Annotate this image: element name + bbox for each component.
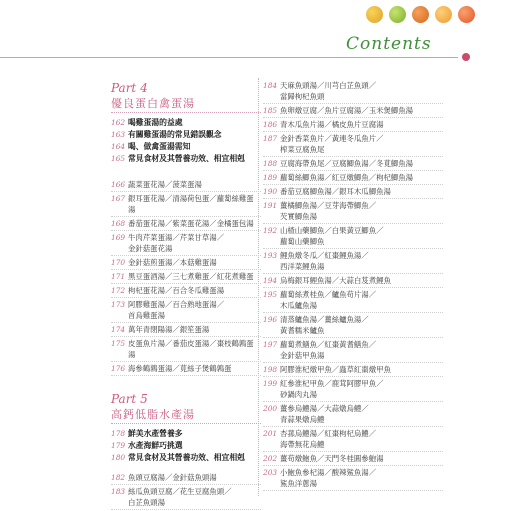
toc-section-entry[interactable] [111, 428, 261, 440]
page-number: 187 [263, 134, 278, 143]
entry-title: 常見食材及其營養功效、相宜相剋 [128, 453, 245, 462]
page-number: 175 [111, 339, 126, 348]
entry-title: 鮮美水產營養多 [128, 429, 183, 438]
page-number: 172 [111, 286, 126, 295]
toc-recipe-entry[interactable] [111, 486, 261, 510]
toc-section-entry[interactable] [111, 153, 261, 165]
toc-section-entry[interactable] [111, 452, 261, 464]
page-number: 165 [111, 154, 126, 163]
page-number: 173 [111, 300, 126, 309]
orange-fruit-icon [366, 6, 383, 23]
page-number: 168 [111, 219, 126, 228]
toc-recipe-entry[interactable] [263, 403, 443, 427]
page-number: 166 [111, 180, 126, 189]
page-number: 196 [263, 315, 278, 324]
entry-title: 阿膠雞蛋湯／百合熟地蛋湯／ 首烏雞蛋湯 [128, 300, 225, 320]
entry-title: 萬年青閉陽湯／銀笙蛋湯 [128, 325, 210, 334]
toc-recipe-entry[interactable] [263, 133, 443, 157]
page-header [0, 0, 520, 60]
right-recipe-list [263, 80, 443, 491]
page-number: 186 [263, 120, 278, 129]
page-number: 178 [111, 429, 126, 438]
entry-title: 枸杞蛋花湯／百合冬瓜雞蛋湯 [128, 286, 225, 295]
page-number: 203 [263, 468, 278, 477]
toc-recipe-entry[interactable] [263, 186, 443, 199]
toc-recipe-entry[interactable] [111, 232, 261, 256]
page-number: 202 [263, 454, 278, 463]
toc-recipe-entry[interactable] [263, 378, 443, 402]
toc-recipe-entry[interactable] [111, 179, 261, 192]
header-rule [0, 57, 458, 58]
part-5-title: 高鈣低脂水產湯 [111, 407, 261, 424]
page-number: 191 [263, 201, 278, 210]
toc-recipe-entry[interactable] [263, 275, 443, 288]
page-number: 167 [111, 194, 126, 203]
page-number: 169 [111, 233, 126, 242]
toc-section-entry[interactable] [111, 141, 261, 153]
toc-recipe-entry[interactable] [111, 285, 261, 298]
entry-title: 水產海鮮巧挑選 [128, 441, 183, 450]
toc-recipe-entry[interactable] [263, 467, 443, 491]
entry-title: 蘿蔔絲煮桂魚／鱸魚苟片湯／ 木瓜鱸魚湯 [280, 290, 377, 310]
entry-title: 喝、做禽蛋湯需知 [128, 142, 191, 151]
left-column [111, 80, 261, 511]
part-4-label: Part 4 [111, 81, 148, 95]
page-number: 189 [263, 173, 278, 182]
tangerine-fruit-icon [458, 6, 475, 23]
entry-title: 阿膠淮杞燉甲魚／蟲草紅棗燉甲魚 [280, 365, 391, 374]
entry-title: 蘿蔔絲鯽魚湯／紅豆燉鯽魚／枸杞鯽魚湯 [280, 173, 414, 182]
page-number: 188 [263, 159, 278, 168]
toc-recipe-entry[interactable] [263, 119, 443, 132]
apricot-fruit-icon [412, 6, 429, 23]
page-number: 184 [263, 81, 278, 90]
toc-recipe-entry[interactable] [263, 158, 443, 171]
page-number: 199 [263, 379, 278, 388]
part-5-recipe-list [111, 472, 261, 510]
toc-recipe-entry[interactable] [263, 105, 443, 118]
toc-recipe-entry[interactable] [263, 200, 443, 224]
toc-recipe-entry[interactable] [263, 314, 443, 338]
entry-title: 天麻魚頭湯／川芎白芷魚頭／ 當歸枸杞魚頭 [280, 81, 377, 101]
entry-title: 清蒸鱸魚湯／薑絲鱸魚湯／ 黃耆糯米鱸魚 [280, 315, 369, 335]
toc-recipe-entry[interactable] [263, 250, 443, 274]
page-number: 171 [111, 272, 126, 281]
entry-title: 絲瓜魚頭豆腐／花生豆腐魚頭／ 白芷魚頭湯 [128, 487, 232, 507]
part-4-intro-list [111, 117, 261, 165]
entry-title: 小鮑魚參杞湯／酸辣鯊魚湯／ 鯊魚洋蔥湯 [280, 468, 377, 488]
toc-recipe-entry[interactable] [111, 271, 261, 284]
toc-recipe-entry[interactable] [111, 363, 261, 376]
page-number: 198 [263, 365, 278, 374]
page-number: 163 [111, 130, 126, 139]
toc-section-entry[interactable] [111, 440, 261, 452]
right-column [263, 80, 443, 492]
entry-title: 黑豆蛋酒湯／三七煮雞蛋／紅花煮雞蛋 [128, 272, 254, 281]
page-number: 192 [263, 226, 278, 235]
toc-recipe-entry[interactable] [263, 289, 443, 313]
toc-recipe-entry[interactable] [111, 193, 261, 217]
toc-recipe-entry[interactable] [111, 257, 261, 270]
entry-title: 常見食材及其營養功效、相宜相剋 [128, 154, 245, 163]
entry-title: 海參鶴鶉蛋湯／莧絲子煲鶴鶉蛋 [128, 364, 232, 373]
toc-recipe-entry[interactable] [111, 338, 261, 362]
toc-recipe-entry[interactable] [111, 218, 261, 231]
entry-title: 紅參淮杞甲魚／鹿茸阿膠甲魚／ 砂鍋肉丸湯 [280, 379, 384, 399]
toc-recipe-entry[interactable] [263, 364, 443, 377]
page-number: 179 [111, 441, 126, 450]
entry-title: 魚卵燉豆腐／魚片豆腐湯／玉米煲鯽魚湯 [280, 106, 414, 115]
part-4-recipe-list [111, 179, 261, 376]
page-number: 164 [111, 142, 126, 151]
fruit-decoration [366, 6, 475, 23]
entry-title: 喝雞蛋湯的益處 [128, 118, 183, 127]
toc-recipe-entry[interactable] [263, 428, 443, 452]
entry-title: 魚頭豆腐湯／金針菇魚頭湯 [128, 473, 217, 482]
page-number: 195 [263, 290, 278, 299]
entry-title: 皮蛋魚片湯／番茄皮蛋湯／棗枝鶴鶉蛋湯 [128, 339, 254, 359]
page-number: 200 [263, 404, 278, 413]
entry-title: 山楂山藥鯽魚／白果黃豆鯽魚／ 蘿蔔山藥鯽魚 [280, 226, 384, 246]
contents-title: Contents [346, 34, 432, 54]
page-number: 190 [263, 187, 278, 196]
page-number: 182 [111, 473, 126, 482]
part-5-label: Part 5 [111, 392, 148, 406]
part-4-title: 優良蛋白禽蛋湯 [111, 96, 261, 113]
toc-recipe-entry[interactable] [111, 472, 261, 485]
entry-title: 鯉魚燉冬瓜／紅棗鯉魚湯／ 西洋菜鯉魚湯 [280, 251, 369, 271]
entry-title: 金針香菜魚片／黃連冬瓜魚片／ 榨菜豆腐魚尾 [280, 134, 384, 154]
entry-title: 豆腐海帶魚尾／豆腐鯽魚湯／冬莧鯽魚湯 [280, 159, 414, 168]
entry-title: 青木瓜魚片湯／橘皮魚片豆腐湯 [280, 120, 384, 129]
toc-recipe-entry[interactable] [263, 339, 443, 363]
page-number: 180 [111, 453, 126, 462]
page-number: 183 [111, 487, 126, 496]
part-5-intro-list [111, 428, 261, 464]
toc-section-entry[interactable] [111, 129, 261, 141]
page-number: 194 [263, 276, 278, 285]
entry-title: 番茄蛋花湯／紫菜蛋花湯／金橘蛋包湯 [128, 219, 254, 228]
page-number: 185 [263, 106, 278, 115]
page-number: 174 [111, 325, 126, 334]
toc-recipe-entry[interactable] [263, 172, 443, 185]
page-number: 193 [263, 251, 278, 260]
peach-fruit-icon [435, 6, 452, 23]
entry-title: 蘿蔔煮鱔魚／紅棗黃耆鱔魚／ 金針菇甲魚湯 [280, 340, 377, 360]
entry-title: 薑橘鯽魚湯／豆芽海帶鯽魚／ 芡實鯽魚湯 [280, 201, 377, 221]
entry-title: 烏梅銀耳鯉魚湯／大蒜白芨煮鯉魚 [280, 276, 391, 285]
entry-title: 有關雞蛋湯的常見錯誤觀念 [128, 130, 222, 139]
entry-title: 番茄豆腐鯽魚湯／銀耳木瓜鯽魚湯 [280, 187, 391, 196]
toc-recipe-entry[interactable] [263, 80, 443, 104]
entry-title: 薑苟燉鮑魚／天門冬桂圓參鮑湯 [280, 454, 384, 463]
page-number: 162 [111, 118, 126, 127]
entry-title: 蔬菜蛋花湯／菠菜蛋湯 [128, 180, 202, 189]
toc-recipe-entry[interactable] [263, 225, 443, 249]
toc-recipe-entry[interactable] [263, 453, 443, 466]
entry-title: 金針菇煎蛋湯／本菇雞蛋湯 [128, 258, 217, 267]
page-number: 170 [111, 258, 126, 267]
page-number: 176 [111, 364, 126, 373]
page-number: 201 [263, 429, 278, 438]
lime-fruit-icon [389, 6, 406, 23]
entry-title: 銀耳蛋花湯／清湯荷包蛋／蘿蔔絲雞蛋湯 [128, 194, 254, 214]
toc-section-entry[interactable] [111, 117, 261, 129]
toc-recipe-entry[interactable] [111, 299, 261, 323]
page-number: 197 [263, 340, 278, 349]
entry-title: 薑參烏鱧湯／大蒜燉烏鱧／ 青蒜果燉烏鱧 [280, 404, 369, 424]
entry-title: 牛肉芹菜蛋湯／芹菜甘草湯／ 金針菇蛋花湯 [128, 233, 225, 253]
toc-recipe-entry[interactable] [111, 324, 261, 337]
entry-title: 杏蓀烏鱧湯／紅棗枸杞烏鱧／ 海帶無花烏鱧 [280, 429, 377, 449]
header-rule-dot [462, 53, 470, 61]
